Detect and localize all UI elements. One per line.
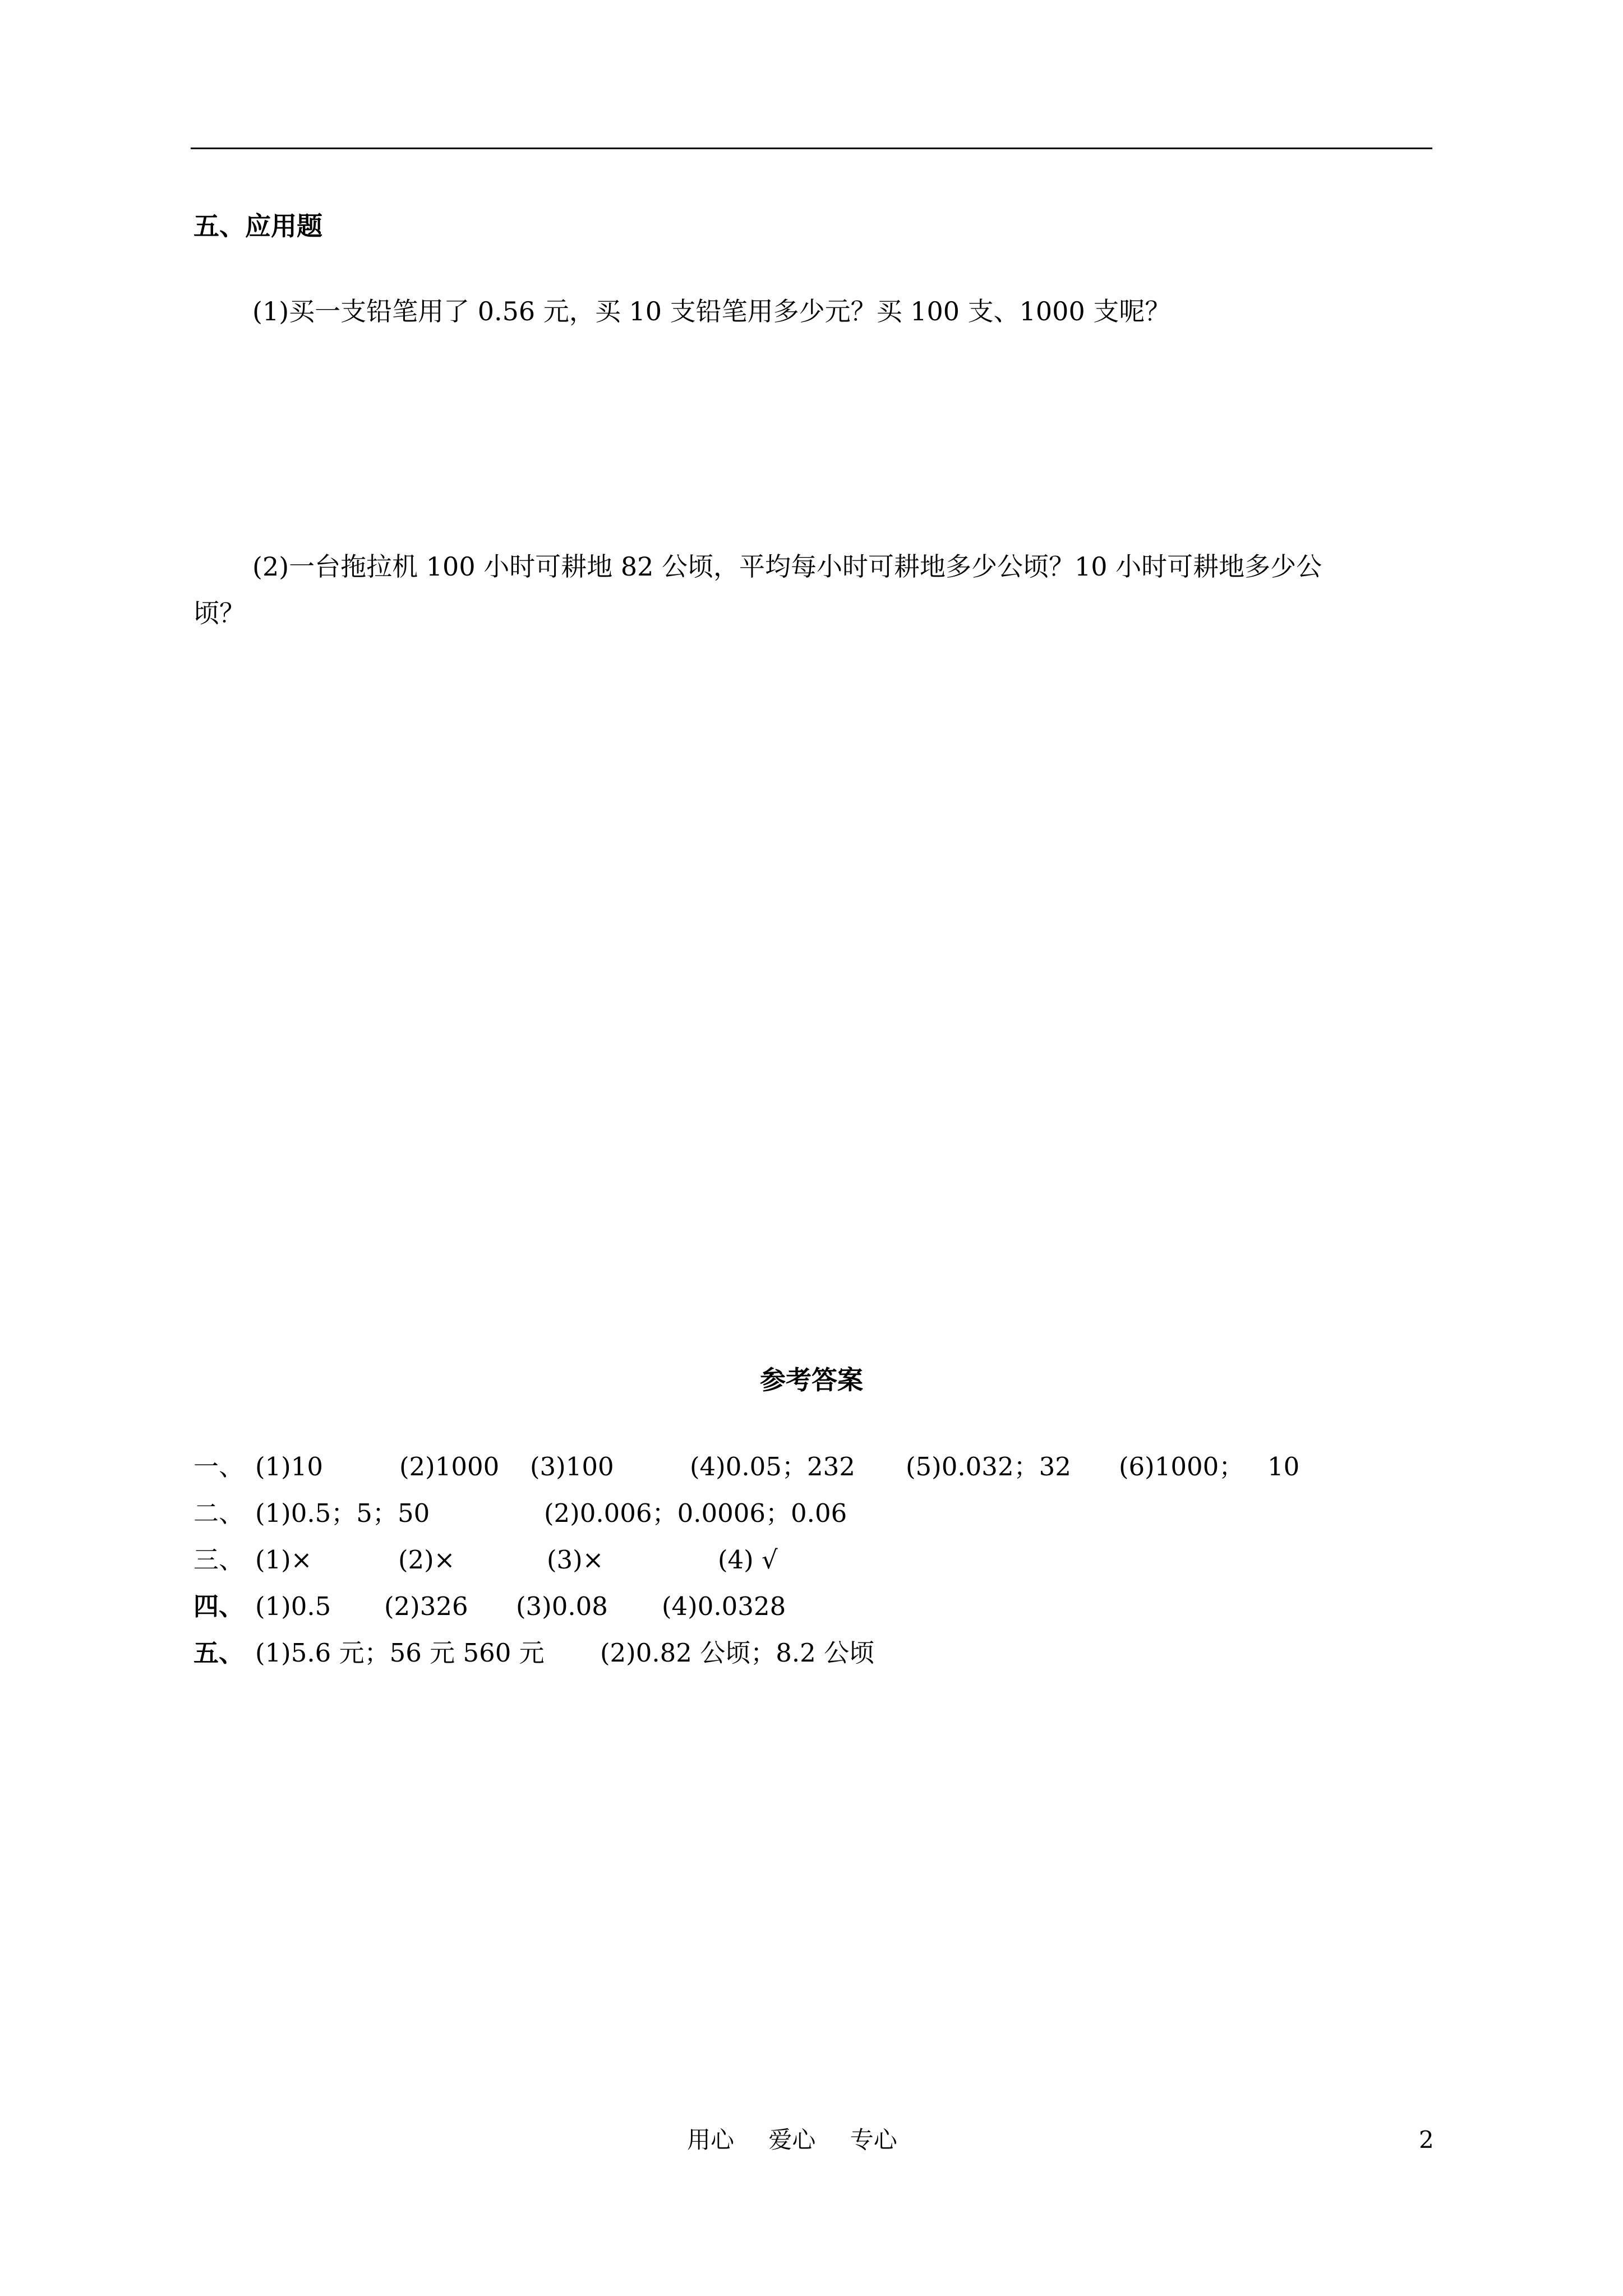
page-number: 2	[1419, 2126, 1434, 2154]
answer-item: (2)0.82 公顷；8.2 公顷	[600, 1638, 875, 1668]
answer-item: (6)1000；	[1119, 1452, 1244, 1481]
question-2-line-1: (2)一台拖拉机 100 小时可耕地 82 公顷，平均每小时可耕地多少公顷？10 小时可耕地多少公	[252, 551, 1322, 582]
answer-item: 10	[1267, 1452, 1300, 1481]
question-1: (1)买一支铅笔用了 0.56 元，买 10 支铅笔用多少元？买 100 支、1000 支呢？	[252, 296, 1171, 326]
answer-row-lead: 五、	[193, 1638, 245, 1668]
answers-title: 参考答案	[760, 1365, 863, 1395]
answer-row-lead: 二、	[193, 1498, 245, 1528]
answer-item: (3)×	[547, 1545, 604, 1575]
answer-row-lead: 四、	[193, 1591, 245, 1621]
answer-item: (1)0.5	[255, 1591, 331, 1621]
answer-item: (1)×	[255, 1545, 312, 1575]
answer-item: (3)100	[530, 1452, 614, 1481]
answer-row-lead: 一、	[193, 1452, 245, 1481]
answer-item: (4)0.05；232	[690, 1452, 855, 1481]
answer-item: (4)0.0328	[662, 1591, 786, 1621]
footer-motto-word: 专心	[850, 2126, 897, 2154]
answer-item: (2)1000	[399, 1452, 500, 1481]
header-rule	[191, 148, 1432, 149]
answer-item: (1)10	[255, 1452, 324, 1481]
answer-row-lead: 三、	[193, 1545, 245, 1575]
footer-motto-word: 用心	[687, 2126, 735, 2154]
answer-item: (4) √	[718, 1545, 778, 1575]
section-title: 五、应用题	[193, 211, 322, 241]
question-2-line-2: 顷？	[193, 598, 245, 628]
answer-item: (1)0.5；5；50	[255, 1498, 430, 1528]
answer-item: (2)0.006；0.0006；0.06	[544, 1498, 847, 1528]
answer-item: (2)×	[398, 1545, 455, 1575]
answer-item: (3)0.08	[516, 1591, 608, 1621]
answer-item: (2)326	[384, 1591, 468, 1621]
answer-item: (1)5.6 元；56 元 560 元	[255, 1638, 545, 1668]
footer-motto	[687, 2123, 924, 2157]
answer-item: (5)0.032；32	[906, 1452, 1071, 1481]
footer-motto-word: 爱心	[768, 2126, 816, 2154]
